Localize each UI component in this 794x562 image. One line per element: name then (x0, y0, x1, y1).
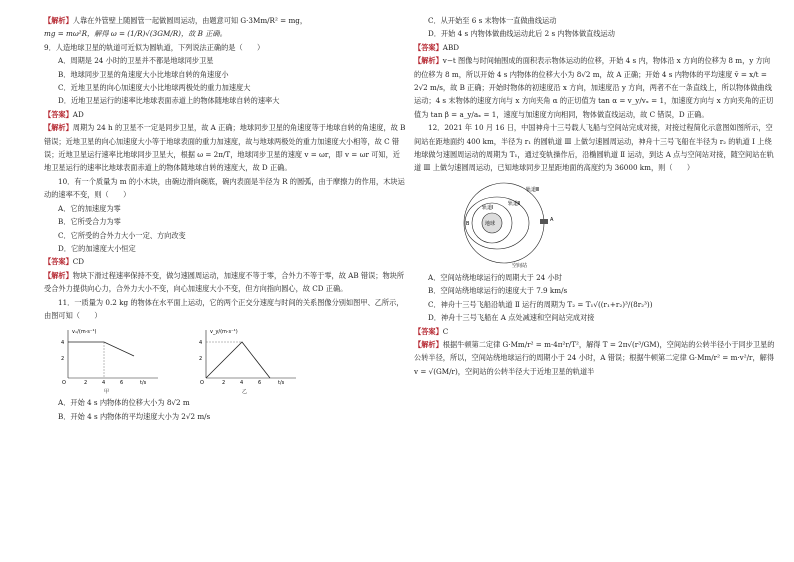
q12-analysis: 【解析】根据牛顿第二定律 G·Mm/r² = m·4π²r/T²，解得 T = 2π√(r³/GM)，空间站的公转半径小于同步卫星的公转半径，所以，空间站绕地球运行的周期小于 24 小时，A 错误；根据牛顿第二定律 G·Mm/r² = m·v²/r，解得 v = √(GM/r)，空间站的公转半径大于近地卫星的轨道半 (414, 339, 775, 376)
left-column (44, 14, 406, 423)
q10-analysis: 【解析】物块下滑过程速率保持不变，做匀速圆周运动，加速度不等于零，合外力不等于零，故 AB 错误；物块所受合外力提供向心力，合外力大小不变，向心加速度大小不变，但方向指向圆心，故 CD 正确。 (44, 270, 405, 294)
vy-line (206, 342, 270, 378)
orbit-diagram (456, 177, 566, 269)
q10-answer: 【答案】CD (44, 257, 85, 267)
q12-option-d: D．神舟十三号飞船在 A 点处减速和空间站完成对接 (428, 313, 595, 323)
q10-stem: 10．有一个质量为 m 的小木块，由碗边滑向碗底，碗内表面是半径为 R 的圆弧，由于摩擦力的作用，木块运动的速率不变，则（ ） (44, 176, 405, 200)
q9-option-a: A．周期是 24 小时的卫星并不都是地球同步卫星 (58, 56, 214, 66)
station-label: 空间站 (512, 262, 528, 269)
q11-answer: 【答案】ABD (414, 42, 460, 52)
y-tick: 4 (199, 340, 203, 347)
x-tick: 4 (102, 380, 106, 387)
q10-option-c: C．它所受的合外力大小一定、方向改变 (58, 230, 186, 240)
q9-option-d: D．近地卫星运行的速率比地球表面赤道上的物体随地球自转的速率大 (58, 96, 280, 106)
q8-formula: mg = mω²R，解得 ω = (1/R)√(3GM/R)，故 B 正确。 (44, 29, 227, 39)
point-b-label: B (466, 220, 470, 227)
q10-option-b: B．它所受合力为零 (58, 217, 121, 227)
x-tick: 6 (120, 380, 124, 387)
q11-option-d: D．开始 4 s 内物体做曲线运动此后 2 s 内物体做直线运动 (428, 29, 615, 39)
q12-option-c: C．神舟十三号飞船沿轨道 Ⅱ 运行的周期为 T₂ = T₁√((r₁+r₂)³/(8r₂³)) (428, 299, 653, 309)
orbit2-label: 轨道Ⅱ (508, 200, 521, 207)
q11-figures (54, 326, 406, 388)
orbit-iii (464, 183, 544, 263)
y-tick: 2 (199, 356, 203, 363)
q10-option-a: A．它的加速度为零 (58, 203, 121, 213)
q12-option-b: B．空间站绕地球运行的速度大于 7.9 km/s (428, 286, 568, 296)
q9-stem: 9．人造地球卫星的轨道可近似为圆轨道，下列说法正确的是（ ） (44, 42, 265, 52)
x-tick: 2 (222, 380, 226, 387)
q11-option-b: B．开始 4 s 内物体的平均速度大小为 2√2 m/s (58, 411, 211, 421)
q11-analysis: 【解析】v−t 图像与时间轴围成的面积表示物体运动的位移，开始 4 s 内，物体沿 x 方向的位移为 8 m，y 方向的位移为 8 m，所以开始 4 s 内物体的位移大小为 8√2 m，故 A 正确；开始 4 s 内物体的平均速度 v̄ = x/t = 2√2 m/s，故 B 正确；开始时物体的初速度沿 x 方向，加速度沿 y 方向，两者不在一条直线上，所以物体做曲线运动；4 s 末物体的速度方向与 x 方向夹角 α 的正切值为 tan α = v_y/vₓ = 1，加速度方向与 x 方向夹角的正切值为 tan β = a_y/aₓ = 1，速度与加速度方向相同，物体做直线运动，故 C 错误，D 正确。 (414, 56, 774, 119)
q11-stem: 11．一质量为 0.2 kg 的物体在水平面上运动，它的两个正交分速度与时间的关系图像分别如图甲、乙所示，由图可知（ ） (44, 297, 404, 320)
caption-yi: 乙 (242, 389, 248, 396)
q11-option-a: A．开始 4 s 内物体的位移大小为 8√2 m (58, 398, 190, 408)
q9-answer: 【答案】AD (44, 109, 84, 119)
point-a-label: A (550, 216, 554, 223)
caption-jia: 甲 (104, 389, 110, 396)
figure-yi (192, 326, 302, 388)
x-tick: 4 (240, 380, 244, 387)
earth-label: 地球 (485, 220, 496, 227)
x-tick: O (62, 380, 66, 387)
x-tick: 6 (258, 380, 262, 387)
orbit3-label: 轨道Ⅲ (526, 186, 540, 193)
x-label: t/s (278, 380, 285, 387)
x-tick: 2 (84, 380, 88, 387)
y-tick: 4 (61, 340, 65, 347)
q9-option-c: C．近地卫星的向心加速度大小比地球两极处的重力加速度大 (58, 83, 251, 93)
figure-captions (44, 386, 406, 396)
y-tick: 2 (61, 356, 65, 363)
q9-analysis: 【解析】周期为 24 h 的卫星不一定是同步卫星，故 A 正确；地球同步卫星的角速度等于地球自转的角速度，故 B 错误；近地卫星的向心加速度大小等于地球表面的重力加速度，故与地球两极处的重力加速度大小相等，故 C 错误；近地卫星运行速率比地球同步卫星大，根据 ω = 2π/T，地球同步卫星的速度 v = ωr，即 v = ωr 可知，近地卫星运行的速率比地球表面赤道上的物体随地球自转的速度大，故 D 正确。 (44, 123, 406, 173)
x-label: t/s (140, 380, 147, 387)
orbit1-label: 轨道Ⅰ (482, 204, 494, 211)
vx-line (68, 342, 134, 356)
q12-answer: 【答案】C (414, 326, 449, 336)
y-label: vₓ/(m·s⁻¹) (72, 329, 97, 336)
x-tick: O (200, 380, 204, 387)
y-label: v_y/(m·s⁻¹) (210, 329, 238, 336)
q12-stem: 12．2021 年 10 月 16 日，中国神舟十三号载人飞船与空间站完成对接，对接过程简化示意图如图所示，空间站在距地面约 400 km，半径为 r₁ 的圆轨道 Ⅲ 上做匀速圆周运动，神舟十三号飞船在半径为 r₂ 的轨道 Ⅰ 上绕地球做匀速圆周运动的周期为 T₁，通过变轨操作后，沿椭圆轨道 Ⅱ 运动，到达 A 点与空间站对接，随空间站在轨道 Ⅲ 上做匀速圆周运动，已知地球同步卫星距地面的高度约为 36000 km，则（ ） (414, 123, 774, 173)
figure-jia (54, 326, 164, 388)
q11-option-c: C．从开始至 6 s 末物体一直做曲线运动 (428, 16, 557, 25)
q10-option-d: D．它的加速度大小恒定 (58, 243, 136, 253)
q9-option-b: B．地球同步卫星的角速度大小比地球自转的角速度小 (58, 69, 229, 79)
right-column (414, 14, 776, 378)
q12-option-a: A．空间站绕地球运行的周期大于 24 小时 (428, 272, 562, 282)
station-shape (540, 219, 548, 224)
q8-analysis: 【解析】人靠在外管壁上随圆管一起做圆周运动，由题意可知 G·3Mm/R² = mg， (44, 16, 308, 25)
q12-orbit-figure (414, 177, 776, 269)
analysis-tag: 【解析】 (44, 16, 73, 25)
